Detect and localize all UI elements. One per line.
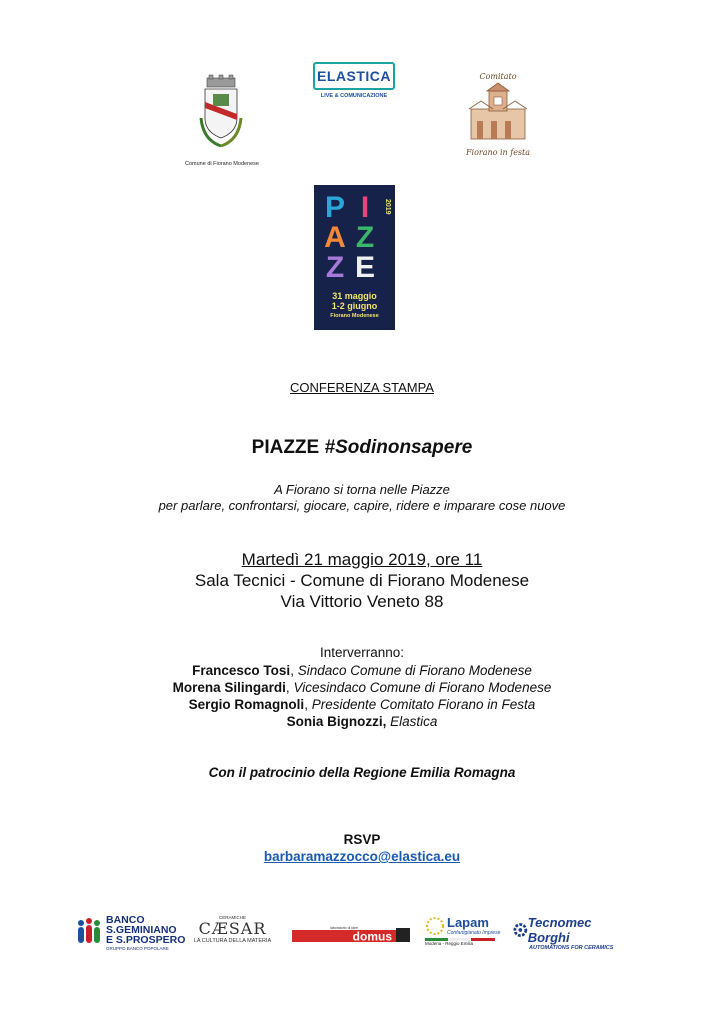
speaker-item: Sonia Bignozzi, Elastica — [286, 714, 438, 729]
caesar-sponsor-logo — [190, 915, 275, 955]
elastica-logo — [313, 62, 395, 110]
comitato-label: Comitato — [479, 72, 517, 81]
speaker-item: Francesco Tosi, Sindaco Comune di Fiorano Modenese — [192, 663, 532, 678]
lapam-subtitle: Confartigianato Imprese — [447, 930, 501, 936]
banco-line-1: BANCO — [106, 914, 145, 926]
event-date: Martedì 21 maggio 2019, ore 11 — [241, 550, 483, 569]
speakers-label: Interverranno: — [319, 645, 405, 660]
tecnomec-sponsor-logo — [513, 915, 628, 955]
lapam-region: Modena - Reggio Emilia — [425, 941, 474, 946]
caesar-name: CÆSAR — [198, 919, 267, 938]
event-place: Sala Tecnici - Comune di Fiorano Modenese — [194, 571, 530, 590]
speaker-name: Sergio Romagnoli — [188, 697, 305, 712]
lapam-stars-icon — [425, 916, 445, 936]
speaker-name: Francesco Tosi — [192, 663, 291, 678]
banco-people-icon — [75, 915, 103, 951]
poster-letter-a: A — [324, 221, 346, 254]
poster-letter-z2: Z — [325, 251, 345, 284]
piazze-poster — [314, 185, 395, 330]
poster-date-2: 1-2 giugno — [331, 301, 378, 311]
speaker-item: Morena Silingardi, Vicesindaco Comune di Fiorano Modenese — [172, 680, 552, 695]
banco-line-3: E S.PROSPERO — [106, 934, 186, 946]
event-hashtag: #Sodinonsapere — [324, 437, 473, 458]
banco-line-2: S.GEMINIANO — [106, 924, 177, 936]
domus-sponsor-logo — [292, 926, 410, 942]
patronage-note: Con il patrocinio della Regione Emilia Romagna — [208, 765, 516, 780]
subtitle-line-2: per parlare, confrontarsi, giocare, capire, ridere e imparare cose nuove — [158, 498, 566, 513]
speaker-role: Sindaco Comune di Fiorano Modenese — [297, 663, 532, 678]
poster-letters — [320, 193, 386, 283]
comune-logo — [185, 74, 257, 166]
elastica-tagline: LIVE & COMUNICAZIONE — [320, 93, 388, 99]
comune-crest-icon — [191, 74, 251, 154]
lapam-sponsor-logo — [425, 915, 510, 955]
speaker-role: Presidente Comitato Fiorano in Festa — [311, 697, 536, 712]
poster-dates — [314, 291, 395, 311]
event-address: Via Vittorio Veneto 88 — [280, 592, 444, 611]
comitato-subtitle: Fiorano in festa — [465, 148, 531, 157]
banco-sponsor-logo — [75, 915, 187, 955]
poster-letter-z1: Z — [355, 221, 375, 254]
domus-name-text: domus — [352, 929, 392, 944]
comitato-logo — [452, 72, 544, 167]
press-conference-heading: CONFERENZA STAMPA — [290, 380, 434, 395]
poster-letter-p: P — [324, 191, 345, 224]
poster-letter-i: I — [360, 191, 370, 224]
event-title — [0, 437, 724, 459]
poster-letter-e: E — [354, 251, 375, 284]
banco-group: GRUPPO BANCO POPOLARE — [106, 946, 169, 951]
elastica-name: ELASTICA — [317, 68, 391, 84]
tecnomec-subtitle: AUTOMATIONS FOR CERAMICS — [529, 945, 614, 951]
speaker-item: Sergio Romagnoli, Presidente Comitato Fiorano in Festa — [188, 697, 536, 712]
rsvp-label: RSVP — [343, 832, 381, 847]
poster-date-1: 31 maggio — [332, 291, 377, 301]
speaker-name: Morena Silingardi — [172, 680, 286, 695]
rsvp-email-link[interactable]: barbaramazzocco@elastica.eu — [263, 849, 461, 864]
caesar-tagline: LA CULTURA DELLA MATERIA — [193, 938, 272, 944]
tecnomec-name: Tecnomec Borghi — [527, 915, 592, 945]
event-title-main: PIAZZE — [251, 437, 325, 458]
castle-drawing-icon — [463, 81, 533, 143]
speaker-role: Elastica — [390, 714, 438, 729]
domus-pre-text: laboratorio di idee — [330, 926, 358, 930]
poster-year: 2019 — [384, 199, 391, 215]
elastica-frame — [313, 62, 395, 90]
speaker-name: Sonia Bignozzi — [286, 714, 383, 729]
poster-location: Fiorano Modenese — [330, 313, 379, 319]
tecnomec-gear-icon — [513, 922, 528, 938]
comune-caption: Comune di Fiorano Modenese — [185, 161, 259, 167]
lapam-name: Lapam — [447, 915, 489, 930]
speaker-role: Vicesindaco Comune di Fiorano Modenese — [293, 680, 552, 695]
domus-banner-icon — [292, 926, 410, 944]
subtitle-line-1: A Fiorano si torna nelle Piazze — [274, 482, 450, 497]
caesar-small-label: CERAMICHE — [218, 915, 246, 920]
